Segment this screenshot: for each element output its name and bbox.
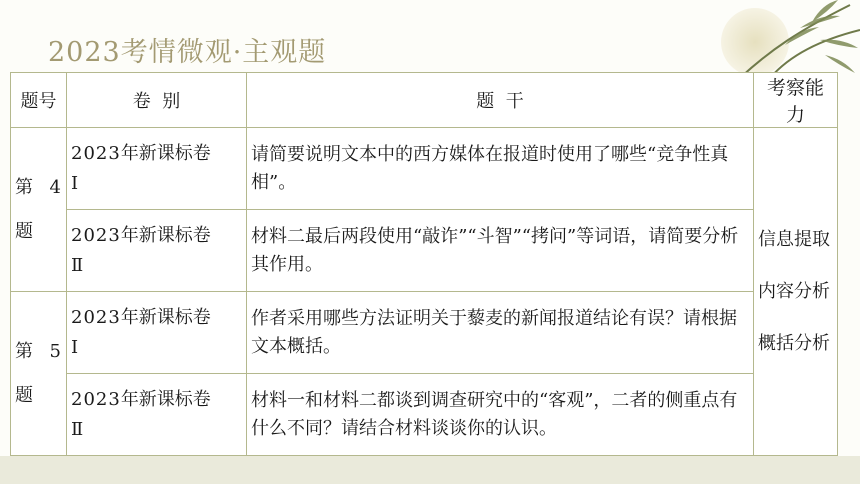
question-stem: 作者采用哪些方法证明关于藜麦的新闻报道结论有误？请根据文本概括。 <box>247 292 754 374</box>
volume-roman: Ⅰ <box>71 336 79 358</box>
table-row <box>11 210 838 292</box>
header-ability: 考察能力 <box>754 73 838 128</box>
ability-item: 信息提取 <box>758 228 830 250</box>
volume-cell <box>67 128 247 210</box>
volume-cell <box>67 292 247 374</box>
header-stem: 题 干 <box>247 73 754 128</box>
question-stem: 材料二最后两段使用“敲诈”“斗智”“拷问”等词语，请简要分析其作用。 <box>247 210 754 292</box>
ability-item: 内容分析 <box>758 280 830 302</box>
volume-roman: Ⅱ <box>71 418 84 440</box>
question-table <box>10 72 838 456</box>
volume-year: 2023 <box>71 224 121 246</box>
header-number: 题号 <box>11 73 67 128</box>
volume-text: 年新课标卷 <box>120 388 211 410</box>
ability-cell <box>754 128 838 456</box>
header-volume: 卷 别 <box>67 73 247 128</box>
volume-cell <box>67 210 247 292</box>
question-number-5 <box>11 292 67 456</box>
question-number-prefix: 第 <box>15 340 33 362</box>
volume-text: 年新课标卷 <box>120 142 211 164</box>
question-number-4 <box>11 128 67 292</box>
table-header-row <box>11 73 838 128</box>
question-number-prefix: 第 <box>15 176 33 198</box>
volume-year: 2023 <box>71 306 121 328</box>
question-number-digit: 4 <box>49 176 62 198</box>
volume-text: 年新课标卷 <box>120 306 211 328</box>
ability-item: 概括分析 <box>758 332 830 354</box>
volume-cell <box>67 374 247 456</box>
question-stem: 材料一和材料二都谈到调查研究中的“客观”，二者的侧重点有什么不同？请结合材料谈谈你的认识。 <box>247 374 754 456</box>
bamboo-moon-decoration <box>700 0 860 78</box>
table-row <box>11 292 838 374</box>
volume-roman: Ⅰ <box>71 172 79 194</box>
question-number-suffix: 题 <box>15 384 33 406</box>
bottom-band <box>0 456 860 484</box>
question-number-suffix: 题 <box>15 220 33 242</box>
question-number-digit: 5 <box>49 340 62 362</box>
volume-year: 2023 <box>71 142 121 164</box>
table-row <box>11 128 838 210</box>
table-row <box>11 374 838 456</box>
question-stem: 请简要说明文本中的西方媒体在报道时使用了哪些“竞争性真相”。 <box>247 128 754 210</box>
volume-year: 2023 <box>71 388 121 410</box>
volume-text: 年新课标卷 <box>120 224 211 246</box>
volume-roman: Ⅱ <box>71 254 84 276</box>
page-title: 2023考情微观·主观题 <box>48 37 327 68</box>
